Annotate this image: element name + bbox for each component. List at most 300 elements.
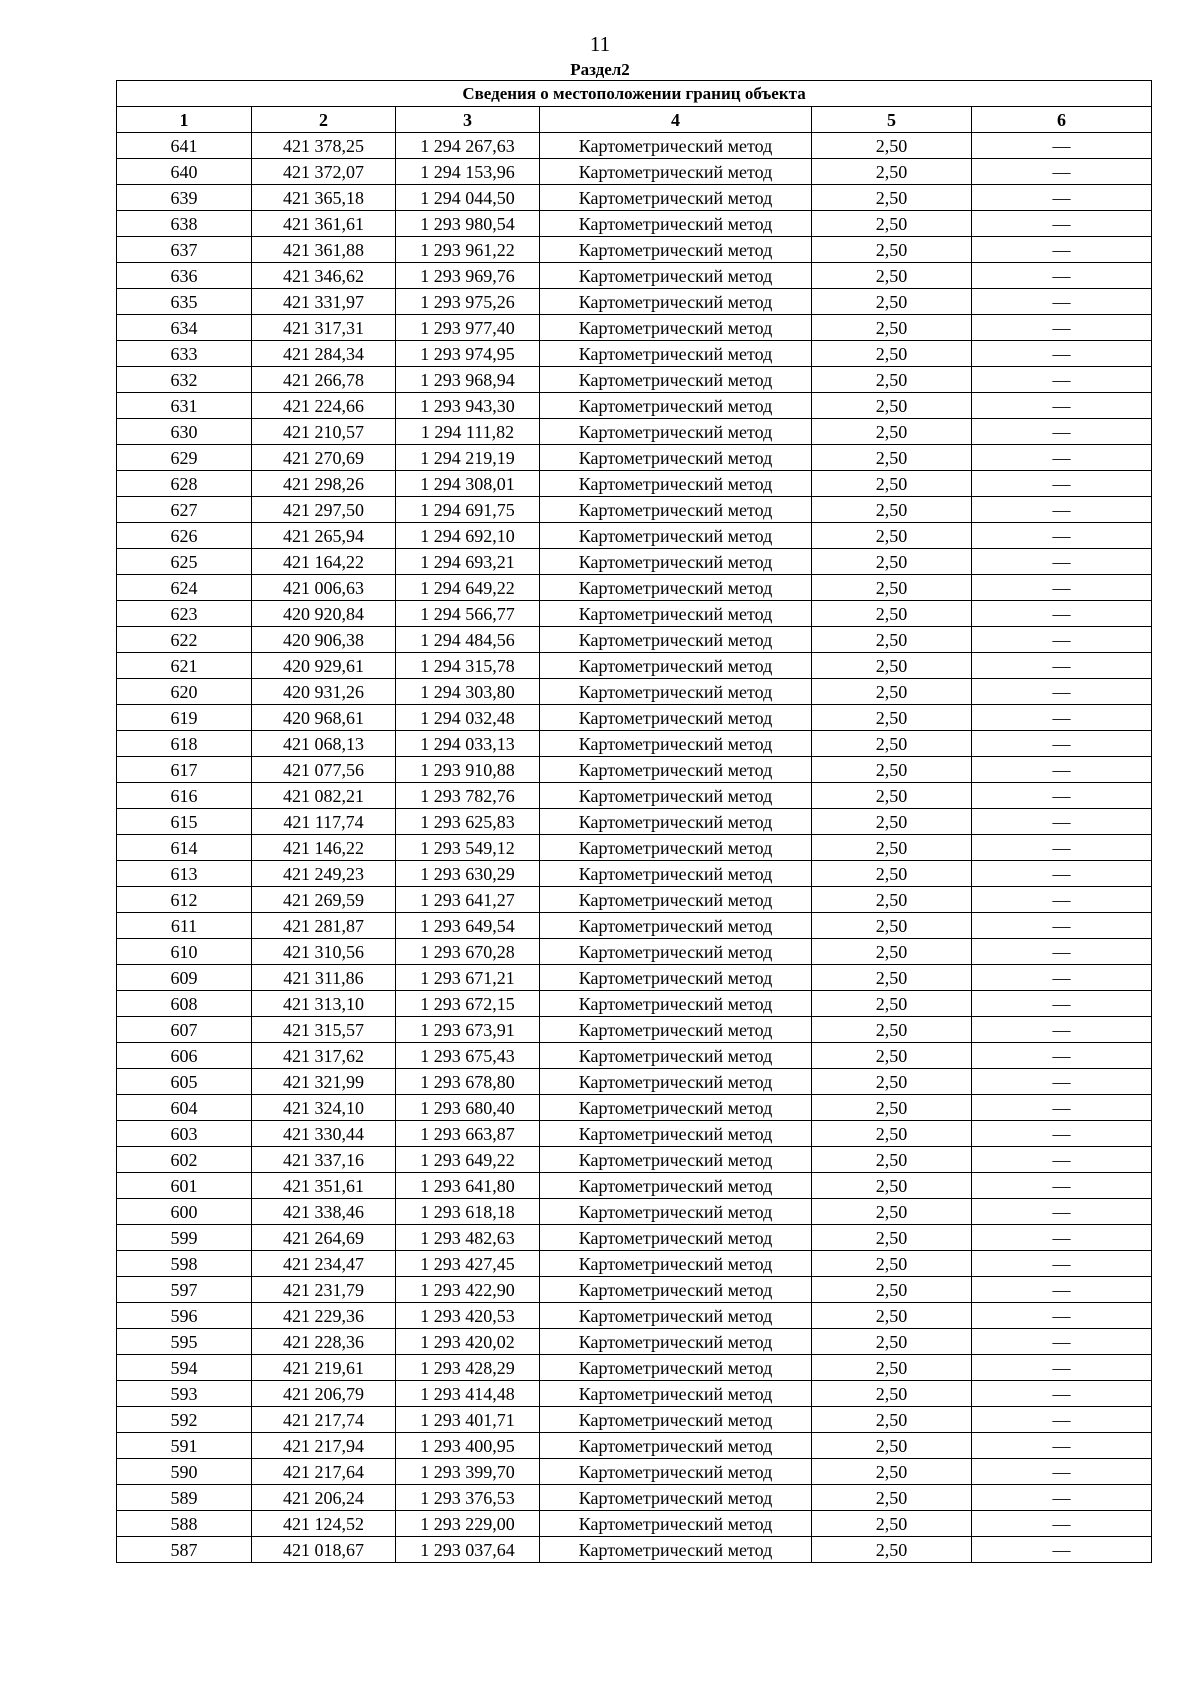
table-row — [117, 367, 1152, 393]
description-cell: — — [972, 1069, 1152, 1095]
description-cell: — — [972, 575, 1152, 601]
point-number-cell: 632 — [117, 367, 252, 393]
caption-row — [117, 81, 1152, 107]
point-number-cell: 617 — [117, 757, 252, 783]
table-row — [117, 809, 1152, 835]
y-coordinate-cell: 1 293 399,70 — [396, 1459, 540, 1485]
y-coordinate-cell: 1 293 422,90 — [396, 1277, 540, 1303]
method-cell: Картометрический метод — [540, 887, 812, 913]
y-coordinate-cell: 1 293 400,95 — [396, 1433, 540, 1459]
precision-cell: 2,50 — [812, 887, 972, 913]
y-coordinate-cell: 1 293 641,80 — [396, 1173, 540, 1199]
point-number-cell: 599 — [117, 1225, 252, 1251]
method-cell: Картометрический метод — [540, 627, 812, 653]
y-coordinate-cell: 1 294 315,78 — [396, 653, 540, 679]
x-coordinate-cell: 421 229,36 — [252, 1303, 396, 1329]
y-coordinate-cell: 1 294 033,13 — [396, 731, 540, 757]
method-cell: Картометрический метод — [540, 1121, 812, 1147]
y-coordinate-cell: 1 293 428,29 — [396, 1355, 540, 1381]
y-coordinate-cell: 1 293 961,22 — [396, 237, 540, 263]
x-coordinate-cell: 421 164,22 — [252, 549, 396, 575]
precision-cell: 2,50 — [812, 991, 972, 1017]
point-number-cell: 608 — [117, 991, 252, 1017]
x-coordinate-cell: 421 338,46 — [252, 1199, 396, 1225]
precision-cell: 2,50 — [812, 809, 972, 835]
column-number-row — [117, 107, 1152, 133]
precision-cell: 2,50 — [812, 1147, 972, 1173]
x-coordinate-cell: 421 249,23 — [252, 861, 396, 887]
point-number-cell: 635 — [117, 289, 252, 315]
description-cell: — — [972, 1511, 1152, 1537]
y-coordinate-cell: 1 293 969,76 — [396, 263, 540, 289]
method-cell: Картометрический метод — [540, 133, 812, 159]
x-coordinate-cell: 421 264,69 — [252, 1225, 396, 1251]
y-coordinate-cell: 1 293 401,71 — [396, 1407, 540, 1433]
precision-cell: 2,50 — [812, 1511, 972, 1537]
y-coordinate-cell: 1 293 420,02 — [396, 1329, 540, 1355]
description-cell: — — [972, 1147, 1152, 1173]
y-coordinate-cell: 1 293 673,91 — [396, 1017, 540, 1043]
precision-cell: 2,50 — [812, 497, 972, 523]
description-cell: — — [972, 1173, 1152, 1199]
table-row — [117, 887, 1152, 913]
y-coordinate-cell: 1 294 153,96 — [396, 159, 540, 185]
point-number-cell: 588 — [117, 1511, 252, 1537]
table-row — [117, 133, 1152, 159]
x-coordinate-cell: 421 270,69 — [252, 445, 396, 471]
description-cell: — — [972, 679, 1152, 705]
description-cell: — — [972, 861, 1152, 887]
description-cell: — — [972, 783, 1152, 809]
x-coordinate-cell: 421 281,87 — [252, 913, 396, 939]
table-row — [117, 835, 1152, 861]
precision-cell: 2,50 — [812, 185, 972, 211]
point-number-cell: 592 — [117, 1407, 252, 1433]
point-number-cell: 618 — [117, 731, 252, 757]
description-cell: — — [972, 1329, 1152, 1355]
method-cell: Картометрический метод — [540, 523, 812, 549]
method-cell: Картометрический метод — [540, 211, 812, 237]
point-number-cell: 633 — [117, 341, 252, 367]
table-row — [117, 393, 1152, 419]
point-number-cell: 602 — [117, 1147, 252, 1173]
precision-cell: 2,50 — [812, 653, 972, 679]
method-cell: Картометрический метод — [540, 1537, 812, 1563]
description-cell: — — [972, 445, 1152, 471]
point-number-cell: 614 — [117, 835, 252, 861]
method-cell: Картометрический метод — [540, 861, 812, 887]
description-cell: — — [972, 1017, 1152, 1043]
precision-cell: 2,50 — [812, 1355, 972, 1381]
x-coordinate-cell: 421 269,59 — [252, 887, 396, 913]
method-cell: Картометрический метод — [540, 263, 812, 289]
point-number-cell: 616 — [117, 783, 252, 809]
description-cell: — — [972, 705, 1152, 731]
precision-cell: 2,50 — [812, 367, 972, 393]
table-row — [117, 601, 1152, 627]
description-cell: — — [972, 1485, 1152, 1511]
description-cell: — — [972, 913, 1152, 939]
table-row — [117, 1225, 1152, 1251]
y-coordinate-cell: 1 293 974,95 — [396, 341, 540, 367]
x-coordinate-cell: 421 317,31 — [252, 315, 396, 341]
description-cell: — — [972, 887, 1152, 913]
y-coordinate-cell: 1 294 692,10 — [396, 523, 540, 549]
y-coordinate-cell: 1 294 649,22 — [396, 575, 540, 601]
precision-cell: 2,50 — [812, 731, 972, 757]
x-coordinate-cell: 421 018,67 — [252, 1537, 396, 1563]
table-row — [117, 445, 1152, 471]
method-cell: Картометрический метод — [540, 159, 812, 185]
description-cell: — — [972, 1225, 1152, 1251]
method-cell: Картометрический метод — [540, 1407, 812, 1433]
y-coordinate-cell: 1 294 691,75 — [396, 497, 540, 523]
precision-cell: 2,50 — [812, 133, 972, 159]
point-number-cell: 624 — [117, 575, 252, 601]
page-number: 11 — [589, 32, 611, 56]
precision-cell: 2,50 — [812, 211, 972, 237]
y-coordinate-cell: 1 293 782,76 — [396, 783, 540, 809]
x-coordinate-cell: 421 265,94 — [252, 523, 396, 549]
table-row — [117, 1329, 1152, 1355]
point-number-cell: 605 — [117, 1069, 252, 1095]
description-cell: — — [972, 1095, 1152, 1121]
x-coordinate-cell: 421 372,07 — [252, 159, 396, 185]
table-row — [117, 653, 1152, 679]
y-coordinate-cell: 1 294 308,01 — [396, 471, 540, 497]
method-cell: Картометрический метод — [540, 679, 812, 705]
precision-cell: 2,50 — [812, 1433, 972, 1459]
table-row — [117, 913, 1152, 939]
method-cell: Картометрический метод — [540, 341, 812, 367]
table-row — [117, 263, 1152, 289]
y-coordinate-cell: 1 293 670,28 — [396, 939, 540, 965]
x-coordinate-cell: 421 234,47 — [252, 1251, 396, 1277]
precision-cell: 2,50 — [812, 1017, 972, 1043]
precision-cell: 2,50 — [812, 913, 972, 939]
table-row — [117, 783, 1152, 809]
point-number-cell: 606 — [117, 1043, 252, 1069]
method-cell: Картометрический метод — [540, 1459, 812, 1485]
x-coordinate-cell: 421 297,50 — [252, 497, 396, 523]
description-cell: — — [972, 1277, 1152, 1303]
y-coordinate-cell: 1 293 671,21 — [396, 965, 540, 991]
description-cell: — — [972, 159, 1152, 185]
x-coordinate-cell: 421 217,94 — [252, 1433, 396, 1459]
method-cell: Картометрический метод — [540, 757, 812, 783]
method-cell: Картометрический метод — [540, 939, 812, 965]
column-header: 5 — [812, 107, 972, 133]
table-row — [117, 419, 1152, 445]
table-row — [117, 237, 1152, 263]
y-coordinate-cell: 1 293 482,63 — [396, 1225, 540, 1251]
point-number-cell: 619 — [117, 705, 252, 731]
point-number-cell: 626 — [117, 523, 252, 549]
x-coordinate-cell: 421 378,25 — [252, 133, 396, 159]
point-number-cell: 630 — [117, 419, 252, 445]
x-coordinate-cell: 420 906,38 — [252, 627, 396, 653]
point-number-cell: 596 — [117, 1303, 252, 1329]
table-row — [117, 939, 1152, 965]
precision-cell: 2,50 — [812, 939, 972, 965]
description-cell: — — [972, 185, 1152, 211]
x-coordinate-cell: 421 206,24 — [252, 1485, 396, 1511]
description-cell: — — [972, 549, 1152, 575]
table-row — [117, 1199, 1152, 1225]
y-coordinate-cell: 1 293 968,94 — [396, 367, 540, 393]
y-coordinate-cell: 1 293 641,27 — [396, 887, 540, 913]
point-number-cell: 615 — [117, 809, 252, 835]
y-coordinate-cell: 1 293 037,64 — [396, 1537, 540, 1563]
x-coordinate-cell: 421 346,62 — [252, 263, 396, 289]
point-number-cell: 595 — [117, 1329, 252, 1355]
table-row — [117, 1407, 1152, 1433]
method-cell: Картометрический метод — [540, 1017, 812, 1043]
y-coordinate-cell: 1 293 427,45 — [396, 1251, 540, 1277]
x-coordinate-cell: 421 217,74 — [252, 1407, 396, 1433]
table-row — [117, 315, 1152, 341]
x-coordinate-cell: 421 124,52 — [252, 1511, 396, 1537]
y-coordinate-cell: 1 294 032,48 — [396, 705, 540, 731]
table-row — [117, 1485, 1152, 1511]
method-cell: Картометрический метод — [540, 289, 812, 315]
description-cell: — — [972, 653, 1152, 679]
method-cell: Картометрический метод — [540, 1225, 812, 1251]
y-coordinate-cell: 1 294 267,63 — [396, 133, 540, 159]
precision-cell: 2,50 — [812, 1043, 972, 1069]
x-coordinate-cell: 421 321,99 — [252, 1069, 396, 1095]
table-head — [117, 81, 1152, 133]
precision-cell: 2,50 — [812, 419, 972, 445]
table-row — [117, 1433, 1152, 1459]
description-cell: — — [972, 991, 1152, 1017]
method-cell: Картометрический метод — [540, 185, 812, 211]
point-number-cell: 622 — [117, 627, 252, 653]
y-coordinate-cell: 1 293 630,29 — [396, 861, 540, 887]
method-cell: Картометрический метод — [540, 1381, 812, 1407]
method-cell: Картометрический метод — [540, 1069, 812, 1095]
x-coordinate-cell: 421 219,61 — [252, 1355, 396, 1381]
precision-cell: 2,50 — [812, 1069, 972, 1095]
table-row — [117, 991, 1152, 1017]
precision-cell: 2,50 — [812, 341, 972, 367]
y-coordinate-cell: 1 293 549,12 — [396, 835, 540, 861]
x-coordinate-cell: 420 920,84 — [252, 601, 396, 627]
x-coordinate-cell: 421 146,22 — [252, 835, 396, 861]
method-cell: Картометрический метод — [540, 419, 812, 445]
table-body — [117, 133, 1152, 1563]
description-cell: — — [972, 1407, 1152, 1433]
precision-cell: 2,50 — [812, 315, 972, 341]
precision-cell: 2,50 — [812, 575, 972, 601]
x-coordinate-cell: 421 351,61 — [252, 1173, 396, 1199]
x-coordinate-cell: 421 217,64 — [252, 1459, 396, 1485]
y-coordinate-cell: 1 293 663,87 — [396, 1121, 540, 1147]
x-coordinate-cell: 421 231,79 — [252, 1277, 396, 1303]
method-cell: Картометрический метод — [540, 783, 812, 809]
point-number-cell: 637 — [117, 237, 252, 263]
method-cell: Картометрический метод — [540, 1277, 812, 1303]
method-cell: Картометрический метод — [540, 315, 812, 341]
boundary-coordinates-table — [116, 80, 1152, 1563]
x-coordinate-cell: 421 068,13 — [252, 731, 396, 757]
precision-cell: 2,50 — [812, 627, 972, 653]
point-number-cell: 639 — [117, 185, 252, 211]
method-cell: Картометрический метод — [540, 601, 812, 627]
point-number-cell: 625 — [117, 549, 252, 575]
method-cell: Картометрический метод — [540, 1355, 812, 1381]
description-cell: — — [972, 133, 1152, 159]
description-cell: — — [972, 1355, 1152, 1381]
table-row — [117, 471, 1152, 497]
description-cell: — — [972, 965, 1152, 991]
description-cell: — — [972, 211, 1152, 237]
method-cell: Картометрический метод — [540, 237, 812, 263]
y-coordinate-cell: 1 293 678,80 — [396, 1069, 540, 1095]
precision-cell: 2,50 — [812, 1459, 972, 1485]
method-cell: Картометрический метод — [540, 1095, 812, 1121]
table-row — [117, 341, 1152, 367]
y-coordinate-cell: 1 294 219,19 — [396, 445, 540, 471]
precision-cell: 2,50 — [812, 835, 972, 861]
x-coordinate-cell: 421 317,62 — [252, 1043, 396, 1069]
point-number-cell: 641 — [117, 133, 252, 159]
description-cell: — — [972, 939, 1152, 965]
method-cell: Картометрический метод — [540, 991, 812, 1017]
description-cell: — — [972, 1199, 1152, 1225]
precision-cell: 2,50 — [812, 1381, 972, 1407]
description-cell: — — [972, 809, 1152, 835]
method-cell: Картометрический метод — [540, 1303, 812, 1329]
method-cell: Картометрический метод — [540, 393, 812, 419]
method-cell: Картометрический метод — [540, 471, 812, 497]
table-row — [117, 965, 1152, 991]
description-cell: — — [972, 419, 1152, 445]
precision-cell: 2,50 — [812, 1199, 972, 1225]
point-number-cell: 593 — [117, 1381, 252, 1407]
precision-cell: 2,50 — [812, 679, 972, 705]
x-coordinate-cell: 421 210,57 — [252, 419, 396, 445]
description-cell: — — [972, 523, 1152, 549]
column-header: 2 — [252, 107, 396, 133]
table-row — [117, 523, 1152, 549]
method-cell: Картометрический метод — [540, 731, 812, 757]
precision-cell: 2,50 — [812, 1537, 972, 1563]
precision-cell: 2,50 — [812, 471, 972, 497]
table-row — [117, 679, 1152, 705]
y-coordinate-cell: 1 293 975,26 — [396, 289, 540, 315]
description-cell: — — [972, 289, 1152, 315]
table-row — [117, 497, 1152, 523]
point-number-cell: 631 — [117, 393, 252, 419]
method-cell: Картометрический метод — [540, 445, 812, 471]
point-number-cell: 621 — [117, 653, 252, 679]
y-coordinate-cell: 1 293 618,18 — [396, 1199, 540, 1225]
table-row — [117, 1173, 1152, 1199]
precision-cell: 2,50 — [812, 1407, 972, 1433]
table-row — [117, 757, 1152, 783]
precision-cell: 2,50 — [812, 237, 972, 263]
precision-cell: 2,50 — [812, 1121, 972, 1147]
description-cell: — — [972, 341, 1152, 367]
point-number-cell: 590 — [117, 1459, 252, 1485]
y-coordinate-cell: 1 293 420,53 — [396, 1303, 540, 1329]
table-row — [117, 1511, 1152, 1537]
precision-cell: 2,50 — [812, 1173, 972, 1199]
y-coordinate-cell: 1 293 980,54 — [396, 211, 540, 237]
table-row — [117, 211, 1152, 237]
table-row — [117, 1251, 1152, 1277]
y-coordinate-cell: 1 294 484,56 — [396, 627, 540, 653]
table-row — [117, 1069, 1152, 1095]
point-number-cell: 629 — [117, 445, 252, 471]
precision-cell: 2,50 — [812, 1329, 972, 1355]
description-cell: — — [972, 367, 1152, 393]
method-cell: Картометрический метод — [540, 1147, 812, 1173]
table-row — [117, 575, 1152, 601]
precision-cell: 2,50 — [812, 965, 972, 991]
y-coordinate-cell: 1 294 044,50 — [396, 185, 540, 211]
y-coordinate-cell: 1 293 229,00 — [396, 1511, 540, 1537]
x-coordinate-cell: 421 324,10 — [252, 1095, 396, 1121]
x-coordinate-cell: 421 206,79 — [252, 1381, 396, 1407]
x-coordinate-cell: 421 315,57 — [252, 1017, 396, 1043]
precision-cell: 2,50 — [812, 1225, 972, 1251]
x-coordinate-cell: 421 224,66 — [252, 393, 396, 419]
method-cell: Картометрический метод — [540, 1199, 812, 1225]
description-cell: — — [972, 1537, 1152, 1563]
method-cell: Картометрический метод — [540, 497, 812, 523]
description-cell: — — [972, 1433, 1152, 1459]
precision-cell: 2,50 — [812, 1303, 972, 1329]
table-row — [117, 1043, 1152, 1069]
description-cell: — — [972, 601, 1152, 627]
precision-cell: 2,50 — [812, 1485, 972, 1511]
table-row — [117, 1459, 1152, 1485]
table-row — [117, 861, 1152, 887]
point-number-cell: 634 — [117, 315, 252, 341]
table-row — [117, 1277, 1152, 1303]
point-number-cell: 612 — [117, 887, 252, 913]
x-coordinate-cell: 421 082,21 — [252, 783, 396, 809]
method-cell: Картометрический метод — [540, 913, 812, 939]
y-coordinate-cell: 1 293 672,15 — [396, 991, 540, 1017]
point-number-cell: 620 — [117, 679, 252, 705]
point-number-cell: 598 — [117, 1251, 252, 1277]
method-cell: Картометрический метод — [540, 653, 812, 679]
point-number-cell: 638 — [117, 211, 252, 237]
point-number-cell: 591 — [117, 1433, 252, 1459]
y-coordinate-cell: 1 293 414,48 — [396, 1381, 540, 1407]
column-header: 6 — [972, 107, 1152, 133]
method-cell: Картометрический метод — [540, 1329, 812, 1355]
table-row — [117, 1303, 1152, 1329]
point-number-cell: 597 — [117, 1277, 252, 1303]
table-row — [117, 1095, 1152, 1121]
point-number-cell: 594 — [117, 1355, 252, 1381]
x-coordinate-cell: 421 337,16 — [252, 1147, 396, 1173]
precision-cell: 2,50 — [812, 861, 972, 887]
table-row — [117, 705, 1152, 731]
method-cell: Картометрический метод — [540, 1173, 812, 1199]
table-row — [117, 185, 1152, 211]
precision-cell: 2,50 — [812, 1251, 972, 1277]
method-cell: Картометрический метод — [540, 367, 812, 393]
precision-cell: 2,50 — [812, 393, 972, 419]
method-cell: Картометрический метод — [540, 965, 812, 991]
point-number-cell: 604 — [117, 1095, 252, 1121]
table-row — [117, 1355, 1152, 1381]
